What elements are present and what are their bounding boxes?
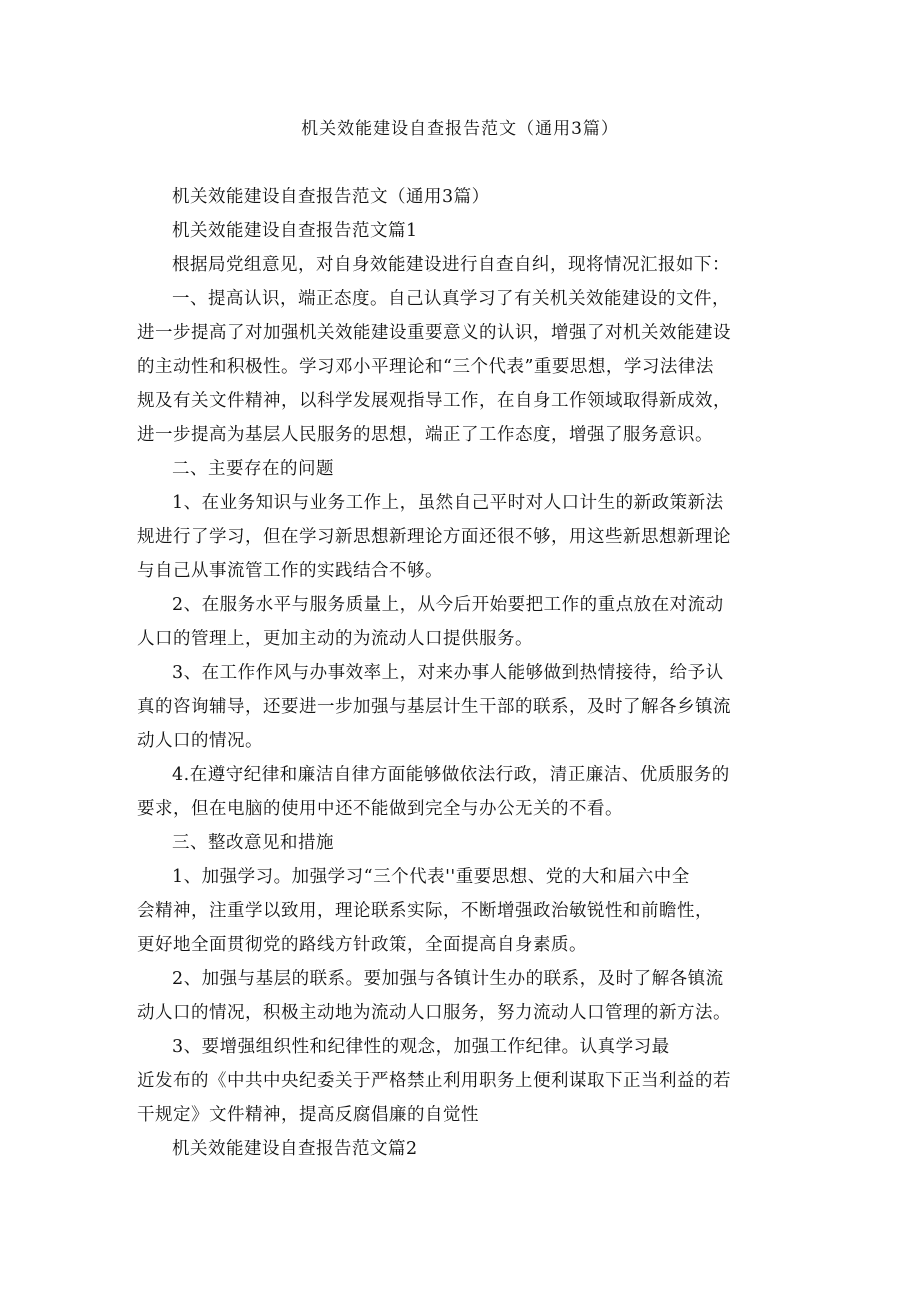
document-body xyxy=(137,180,797,1166)
section2-heading xyxy=(137,452,797,486)
text-line: 2、加强与基层的联系。要加强与各镇计生办的联系，及时了解各镇流 xyxy=(172,969,724,989)
text-line: 4.在遵守纪律和廉洁自律方面能够做依法行政，清正廉洁、优质服务的 xyxy=(172,765,730,785)
text-line: 1、在业务知识与业务工作上，虽然自己平时对人口计生的新政策新法 xyxy=(172,493,724,513)
problem4-paragraph xyxy=(137,758,797,826)
problem1-paragraph xyxy=(137,486,797,588)
document-title: 机关效能建设自查报告范文（通用3篇） xyxy=(301,119,619,139)
measure1-paragraph xyxy=(137,860,797,962)
part1-heading xyxy=(137,214,797,248)
text-line: 3、要增强组织性和纪律性的观念，加强工作纪律。认真学习最 xyxy=(172,1037,670,1057)
section1-paragraph xyxy=(137,282,797,452)
text-line: 进一步提高了对加强机关效能建设重要意义的认识，增强了对机关效能建设 xyxy=(137,323,731,343)
text-line: 人口的管理上，更加主动的为流动人口提供服务。 xyxy=(137,629,533,649)
subtitle-paragraph xyxy=(137,180,797,214)
text-line: 更好地全面贯彻党的路线方针政策，全面提高自身素质。 xyxy=(137,935,587,955)
text-line: 二、主要存在的问题 xyxy=(172,459,334,479)
text-line: 机关效能建设自查报告范文篇1 xyxy=(172,221,418,241)
text-line: 2、在服务水平与服务质量上，从今后开始要把工作的重点放在对流动 xyxy=(172,595,724,615)
text-line: 干规定》文件精神，提高反腐倡廉的自觉性 xyxy=(137,1105,479,1125)
text-line: 机关效能建设自查报告范文篇2 xyxy=(172,1139,418,1159)
text-line: 机关效能建设自查报告范文（通用3篇） xyxy=(172,187,490,207)
text-line: 一、提高认识，端正态度。自己认真学习了有关机关效能建设的文件， xyxy=(172,289,730,309)
text-line: 真的咨询辅导，还要进一步加强与基层计生干部的联系，及时了解各乡镇流 xyxy=(137,697,731,717)
text-line: 规进行了学习，但在学习新思想新理论方面还很不够，用这些新思想新理论 xyxy=(137,527,731,547)
text-line: 的主动性和积极性。学习邓小平理论和“三个代表”重要思想，学习法律法 xyxy=(137,357,714,377)
text-line: 进一步提高为基层人民服务的思想，端正了工作态度，增强了服务意识。 xyxy=(137,425,713,445)
problem2-paragraph xyxy=(137,588,797,656)
text-line: 3、在工作作风与办事效率上，对来办事人能够做到热情接待，给予认 xyxy=(172,663,724,683)
text-line: 根据局党组意见，对自身效能建设进行自查自纠，现将情况汇报如下： xyxy=(172,255,730,275)
text-line: 与自己从事流管工作的实践结合不够。 xyxy=(137,561,443,581)
text-line: 动人口的情况，积极主动地为流动人口服务，努力流动人口管理的新方法。 xyxy=(137,1003,731,1023)
text-line: 规及有关文件精神，以科学发展观指导工作，在自身工作领域取得新成效， xyxy=(137,391,731,411)
text-line: 会精神，注重学以致用，理论联系实际，不断增强政治敏锐性和前瞻性， xyxy=(137,901,713,921)
text-line: 1、加强学习。加强学习“三个代表''重要思想、党的大和届六中全 xyxy=(172,867,690,887)
text-line: 三、整改意见和措施 xyxy=(172,833,334,853)
text-line: 要求，但在电脑的使用中还不能做到完全与办公无关的不看。 xyxy=(137,799,623,819)
section3-heading xyxy=(137,826,797,860)
measure3-paragraph xyxy=(137,1030,797,1132)
part2-heading xyxy=(137,1132,797,1166)
text-line: 近发布的《中共中央纪委关于严格禁止利用职务上便利谋取下正当利益的若 xyxy=(137,1071,731,1091)
measure2-paragraph xyxy=(137,962,797,1030)
intro-paragraph xyxy=(137,248,797,282)
text-line: 动人口的情况。 xyxy=(137,731,263,751)
problem3-paragraph xyxy=(137,656,797,758)
